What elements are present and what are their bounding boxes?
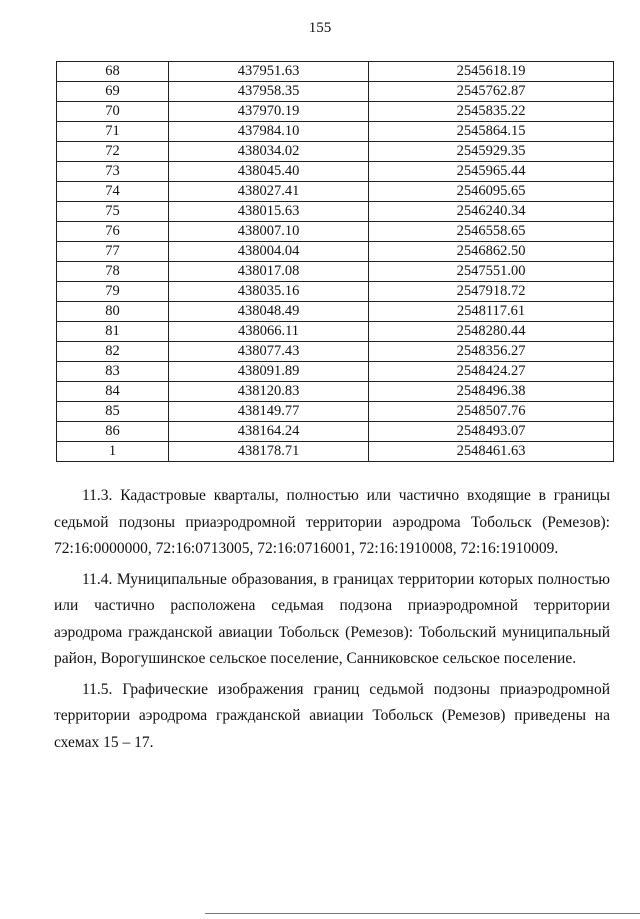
y-coordinate-cell: 2548280.44 [369, 322, 614, 342]
point-number-cell: 68 [57, 62, 169, 82]
x-coordinate-cell: 438017.08 [169, 262, 369, 282]
table-row [57, 422, 614, 442]
y-coordinate-cell: 2545929.35 [369, 142, 614, 162]
y-coordinate-cell: 2547918.72 [369, 282, 614, 302]
x-coordinate-cell: 437984.10 [169, 122, 369, 142]
y-coordinate-cell: 2546240.34 [369, 202, 614, 222]
y-coordinate-cell: 2545618.19 [369, 62, 614, 82]
table-row [57, 62, 614, 82]
table-row [57, 222, 614, 242]
y-coordinate-cell: 2547551.00 [369, 262, 614, 282]
x-coordinate-cell: 438149.77 [169, 402, 369, 422]
x-coordinate-cell: 438004.04 [169, 242, 369, 262]
point-number-cell: 1 [57, 442, 169, 462]
x-coordinate-cell: 438077.43 [169, 342, 369, 362]
table-row [57, 362, 614, 382]
point-number-cell: 77 [57, 242, 169, 262]
table-row [57, 142, 614, 162]
x-coordinate-cell: 438015.63 [169, 202, 369, 222]
y-coordinate-cell: 2548507.76 [369, 402, 614, 422]
table-row [57, 182, 614, 202]
table-row [57, 262, 614, 282]
x-coordinate-cell: 438066.11 [169, 322, 369, 342]
table-row [57, 402, 614, 422]
paragraph-11-4: 11.4. Муниципальные образования, в границах территории которых полностью или частично расположена седьмая подзона приаэродромной территории аэродрома гражданской авиации Тобольск (Ремезов): Тобольский муниципальный район, Ворогушинское сельское поселение, Санниковское сельское поселение. [54, 570, 610, 667]
y-coordinate-cell: 2548356.27 [369, 342, 614, 362]
coordinates-table [56, 61, 614, 462]
x-coordinate-cell: 438091.89 [169, 362, 369, 382]
point-number-cell: 74 [57, 182, 169, 202]
y-coordinate-cell: 2548117.61 [369, 302, 614, 322]
point-number-cell: 69 [57, 82, 169, 102]
x-coordinate-cell: 438045.40 [169, 162, 369, 182]
point-number-cell: 76 [57, 222, 169, 242]
table-row [57, 82, 614, 102]
x-coordinate-cell: 437970.19 [169, 102, 369, 122]
point-number-cell: 72 [57, 142, 169, 162]
paragraph-11-3: 11.3. Кадастровые кварталы, полностью или частично входящие в границы седьмой подзоны приаэродромной территории аэродрома Тобольск (Ремезов): 72:16:0000000, 72:16:0713005, 72:16:0716001, 72:16:1910008, 72:16:1910009. [54, 487, 610, 557]
y-coordinate-cell: 2545762.87 [369, 82, 614, 102]
table-row [57, 282, 614, 302]
paragraph-11-5: 11.5. Графические изображения границ седьмой подзоны приаэродромной территории аэродрома гражданской авиации Тобольск (Ремезов) приведены на схемах 15 – 17. [54, 680, 610, 751]
body-text [54, 483, 610, 760]
y-coordinate-cell: 2545835.22 [369, 102, 614, 122]
x-coordinate-cell: 438178.71 [169, 442, 369, 462]
y-coordinate-cell: 2546862.50 [369, 242, 614, 262]
point-number-cell: 81 [57, 322, 169, 342]
y-coordinate-cell: 2546095.65 [369, 182, 614, 202]
x-coordinate-cell: 437951.63 [169, 62, 369, 82]
table-row [57, 102, 614, 122]
x-coordinate-cell: 437958.35 [169, 82, 369, 102]
y-coordinate-cell: 2545864.15 [369, 122, 614, 142]
table-row [57, 122, 614, 142]
table-row [57, 442, 614, 462]
point-number-cell: 80 [57, 302, 169, 322]
point-number-cell: 84 [57, 382, 169, 402]
table-row [57, 302, 614, 322]
y-coordinate-cell: 2548461.63 [369, 442, 614, 462]
table-row [57, 382, 614, 402]
y-coordinate-cell: 2548424.27 [369, 362, 614, 382]
x-coordinate-cell: 438027.41 [169, 182, 369, 202]
y-coordinate-cell: 2546558.65 [369, 222, 614, 242]
point-number-cell: 73 [57, 162, 169, 182]
table-row [57, 342, 614, 362]
x-coordinate-cell: 438120.83 [169, 382, 369, 402]
bottom-edge-line [205, 913, 640, 914]
point-number-cell: 86 [57, 422, 169, 442]
x-coordinate-cell: 438048.49 [169, 302, 369, 322]
point-number-cell: 85 [57, 402, 169, 422]
x-coordinate-cell: 438164.24 [169, 422, 369, 442]
x-coordinate-cell: 438035.16 [169, 282, 369, 302]
x-coordinate-cell: 438007.10 [169, 222, 369, 242]
table-row [57, 242, 614, 262]
point-number-cell: 79 [57, 282, 169, 302]
page-number: 155 [308, 20, 332, 36]
point-number-cell: 82 [57, 342, 169, 362]
coordinates-table-body [57, 62, 614, 462]
point-number-cell: 70 [57, 102, 169, 122]
table-row [57, 322, 614, 342]
point-number-cell: 71 [57, 122, 169, 142]
table-row [57, 162, 614, 182]
point-number-cell: 78 [57, 262, 169, 282]
point-number-cell: 75 [57, 202, 169, 222]
point-number-cell: 83 [57, 362, 169, 382]
y-coordinate-cell: 2545965.44 [369, 162, 614, 182]
table-row [57, 202, 614, 222]
x-coordinate-cell: 438034.02 [169, 142, 369, 162]
y-coordinate-cell: 2548496.38 [369, 382, 614, 402]
y-coordinate-cell: 2548493.07 [369, 422, 614, 442]
